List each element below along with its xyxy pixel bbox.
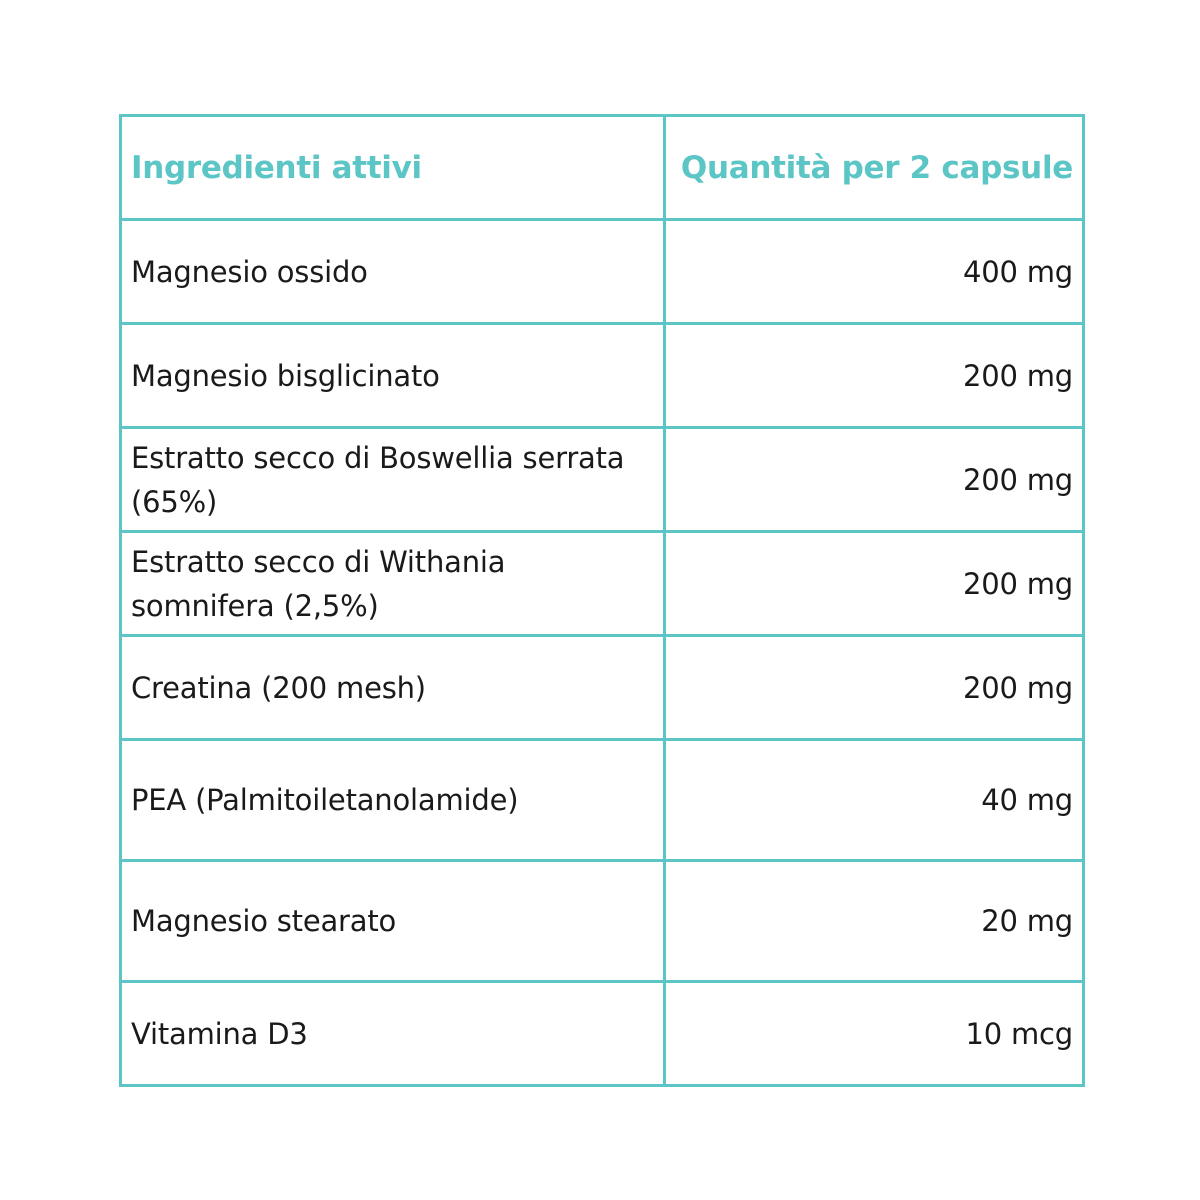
table-row	[121, 324, 1084, 428]
ingredient-quantity: 200 mg	[665, 428, 1084, 532]
ingredient-quantity: 20 mg	[665, 861, 1084, 982]
table-row	[121, 861, 1084, 982]
table-row	[121, 982, 1084, 1086]
ingredient-name: Magnesio stearato	[121, 861, 665, 982]
header-ingredients: Ingredienti attivi	[121, 116, 665, 220]
table-row	[121, 636, 1084, 740]
ingredient-name: Estratto secco di Withania somnifera (2,5%)	[121, 532, 665, 636]
table-header-row	[121, 116, 1084, 220]
table-row	[121, 740, 1084, 861]
ingredient-quantity: 200 mg	[665, 324, 1084, 428]
ingredient-name: Creatina (200 mesh)	[121, 636, 665, 740]
table-row	[121, 220, 1084, 324]
ingredients-table	[119, 114, 1085, 1087]
ingredient-name: Estratto secco di Boswellia serrata (65%)	[121, 428, 665, 532]
ingredient-name: Magnesio bisglicinato	[121, 324, 665, 428]
ingredient-quantity: 200 mg	[665, 636, 1084, 740]
ingredient-quantity: 400 mg	[665, 220, 1084, 324]
ingredient-quantity: 200 mg	[665, 532, 1084, 636]
ingredient-quantity: 10 mcg	[665, 982, 1084, 1086]
header-quantity: Quantità per 2 capsule	[665, 116, 1084, 220]
ingredient-name: Vitamina D3	[121, 982, 665, 1086]
table-row	[121, 532, 1084, 636]
ingredient-name: PEA (Palmitoiletanolamide)	[121, 740, 665, 861]
ingredient-name: Magnesio ossido	[121, 220, 665, 324]
table-row	[121, 428, 1084, 532]
ingredients-table-container	[119, 114, 1082, 1087]
ingredient-quantity: 40 mg	[665, 740, 1084, 861]
